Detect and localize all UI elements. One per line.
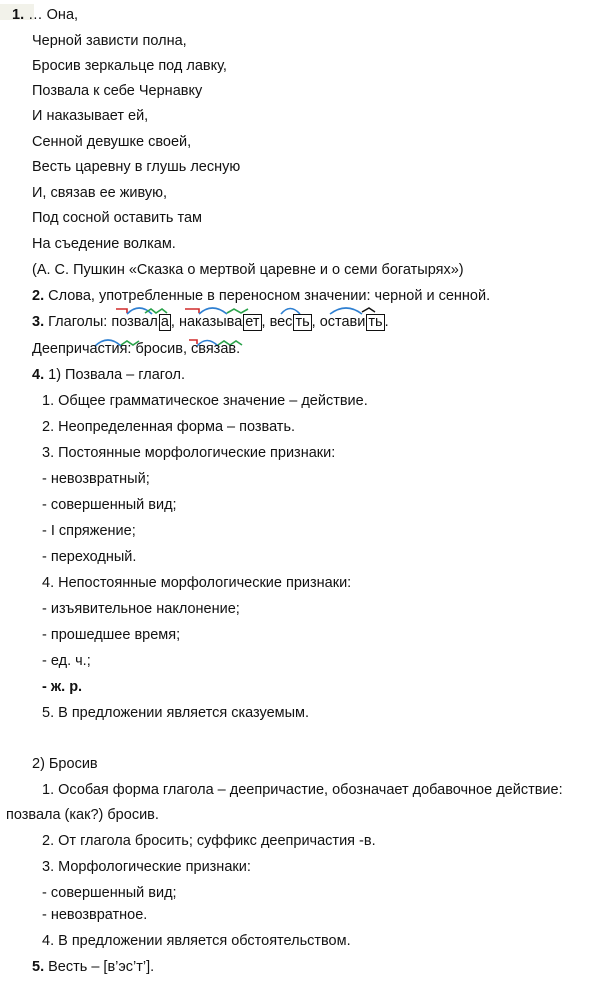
verb-separator: , <box>170 314 175 330</box>
poem-line: И, связав ее живую, <box>32 185 168 201</box>
verb-separator: , <box>311 314 316 330</box>
verb-ending-box: ет <box>245 314 260 330</box>
task5-text: Весть – [в’эс’т’]. <box>48 959 155 975</box>
task3-verbs-label: Глаголы: <box>48 314 108 330</box>
analysis-item: 5. В предложении является сказуемым. <box>42 705 310 721</box>
poem-line: Черной зависти полна, <box>32 33 187 49</box>
verb-item <box>179 314 266 330</box>
analysis-item: 3. Постоянные морфологические признаки: <box>42 445 336 461</box>
task3-verbs <box>32 313 389 331</box>
analysis-item: - совершенный вид; <box>42 885 177 901</box>
participles-text: бросив, связав. <box>135 341 241 357</box>
task1-line-1 <box>12 6 78 24</box>
analysis-item: - переходный. <box>42 549 137 565</box>
poem-line: Бросив зеркальце под лавку, <box>32 58 227 74</box>
analysis-item: - совершенный вид; <box>42 497 177 513</box>
analysis-item-continued: позвала (как?) бросив. <box>6 807 159 823</box>
analysis-item: 4. В предложении является обстоятельством. <box>42 933 351 949</box>
task4-part1-heading: 1) Позвала – глагол. <box>48 367 185 383</box>
analysis-item: - невозвратный; <box>42 471 150 487</box>
task1-number: 1. <box>12 7 25 23</box>
verb-stem: позвал <box>111 314 158 330</box>
participles-label: Деепричастия: <box>32 341 132 357</box>
task4-heading <box>32 366 185 384</box>
poem-line: И наказывает ей, <box>32 108 149 124</box>
poem-line: Сенной девушке своей, <box>32 134 192 150</box>
poem-line: … Она, <box>28 7 79 23</box>
task3-participles <box>32 340 240 358</box>
verb-separator: , <box>261 314 266 330</box>
verb-ending-box: а <box>160 314 169 330</box>
analysis-item: - прошедшее время; <box>42 627 181 643</box>
task2 <box>32 287 490 305</box>
analysis-item: 2. От глагола бросить; суффикс деепричастия -в. <box>42 833 376 849</box>
task4-number: 4. <box>32 367 45 383</box>
verb-stem: остави <box>319 314 366 330</box>
poem-source: (А. С. Пушкин «Сказка о мертвой царевне и о семи богатырях») <box>32 262 464 278</box>
poem-line: На съедение волкам. <box>32 236 176 252</box>
task2-text: Слова, употребленные в переносном значении: черной и сенной. <box>48 288 491 304</box>
analysis-item: 3. Морфологические признаки: <box>42 859 251 875</box>
analysis-item: - ед. ч.; <box>42 653 91 669</box>
analysis-item: - невозвратное. <box>42 907 148 923</box>
poem-line: Под сосной оставить там <box>32 210 202 226</box>
analysis-item: - изъявительное наклонение; <box>42 601 240 617</box>
verb-separator: . <box>384 314 389 330</box>
verb-item <box>320 314 389 330</box>
verb-stem: наказыва <box>178 314 243 330</box>
task5 <box>32 958 154 976</box>
poem-line: Позвала к себе Чернавку <box>32 83 203 99</box>
task4-part2-heading: 2) Бросив <box>32 756 98 772</box>
task3-number: 3. <box>32 314 45 330</box>
poem-line: Весть царевну в глушь лесную <box>32 159 241 175</box>
verb-ending-box: ть <box>368 314 383 330</box>
verb-item <box>270 314 316 330</box>
verb-item <box>111 314 175 330</box>
analysis-item: - ж. р. <box>42 679 83 695</box>
analysis-item: 4. Непостоянные морфологические признаки: <box>42 575 352 591</box>
task2-number: 2. <box>32 288 45 304</box>
task5-number: 5. <box>32 959 45 975</box>
analysis-item: 2. Неопределенная форма – позвать. <box>42 419 296 435</box>
analysis-item: - I спряжение; <box>42 523 136 539</box>
verb-ending-box: ть <box>295 314 310 330</box>
analysis-item: 1. Общее грамматическое значение – действие. <box>42 393 368 409</box>
analysis-item: 1. Особая форма глагола – деепричастие, обозначает добавочное действие: <box>42 782 563 798</box>
verb-stem: вес <box>269 314 293 330</box>
